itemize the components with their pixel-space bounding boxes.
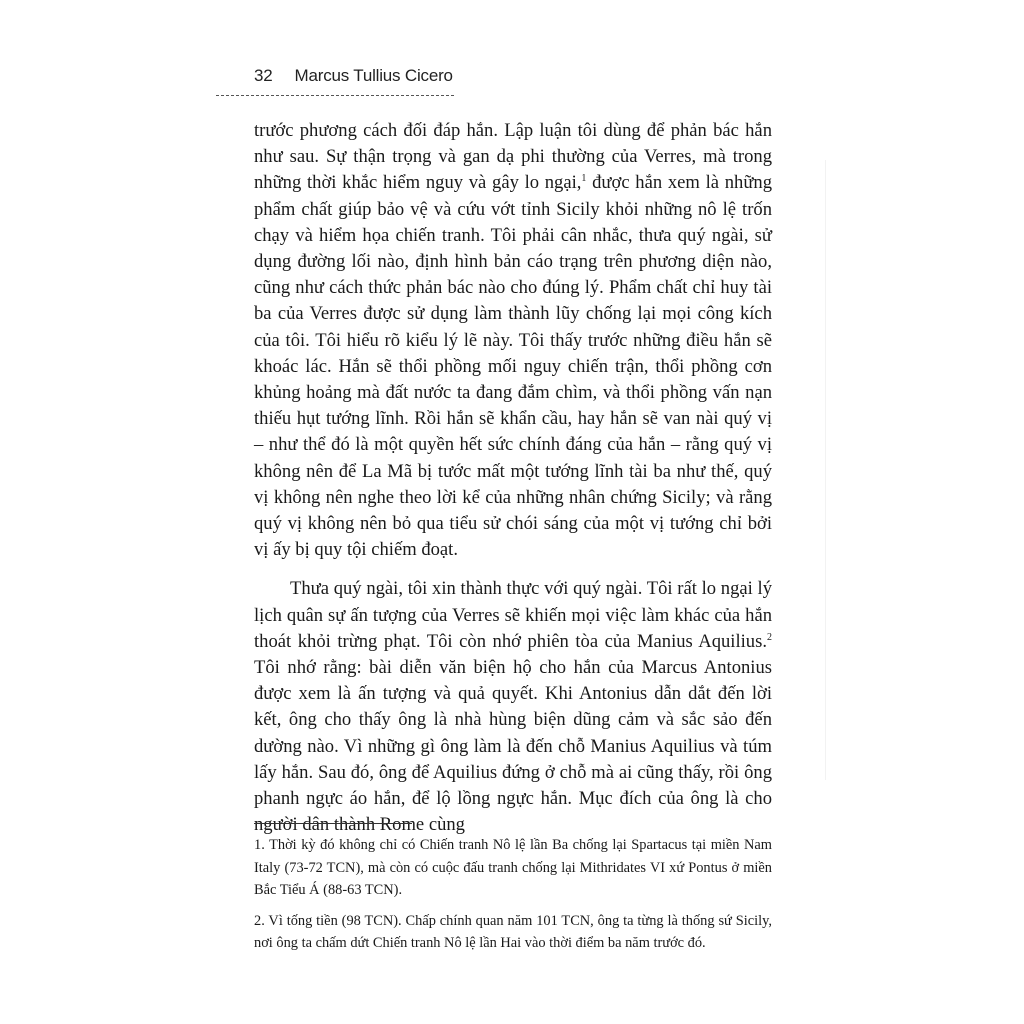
- page-number: 32: [254, 66, 273, 85]
- paragraph-text: Thưa quý ngài, tôi xin thành thực với quý ngài. Tôi rất lo ngại lý lịch quân sự ấn tượng của Verres sẽ khiến mọi việc làm khác của hắn thoát khỏi trừng phạt. Tôi còn nhớ phiên tòa của Manius Aquilius.: [254, 578, 772, 652]
- running-header: [254, 66, 453, 86]
- footnotes: [254, 834, 772, 955]
- paragraph: [254, 576, 772, 838]
- page-edge-shadow: [825, 160, 826, 780]
- footnote-divider: [254, 823, 412, 824]
- paragraph-text: được hắn xem là những phẩm chất giúp bảo vệ và cứu vớt tỉnh Sicily khỏi những nô lệ trốn chạy và hiểm họa chiến tranh. Tôi phải cân nhắc, thưa quý ngài, sử dụng đường lối nào, định hình bản cáo trạng trên phương diện nào, cũng như cách thức phản bác nào cho đúng lý. Phẩm chất chỉ huy tài ba của Verres được sử dụng làm thành lũy chống lại mọi công kích của tôi. Tôi hiểu rõ kiểu lý lẽ này. Tôi thấy trước những điều hắn sẽ khoác lác. Hắn sẽ thổi phồng mối nguy chiến trận, thổi phồng cơn khủng hoảng mà đất nước ta đang đắm chìm, và thổi phồng vấn nạn thiếu hụt tướng lĩnh. Rồi hắn sẽ khẩn cầu, hay hắn sẽ van nài quý vị – như thể đó là một quyền hết sức chính đáng của hắn – rằng quý vị không nên để La Mã bị tước mất một tướng lĩnh tài ba như thế, quý vị không nên nghe theo lời kể của những nhân chứng Sicily; và rằng quý vị không nên bỏ qua tiểu sử chói sáng của một vị tướng chỉ bởi vị ấy bị quy tội chiếm đoạt.: [254, 172, 772, 561]
- paragraph-text: trước phương cách đối đáp hắn. Lập luận tôi dùng để phản bác hắn như sau. Sự thận trọng và gan dạ phi thường của Verres, mà trong những thời khắc hiểm nguy và gây lo ngại,: [254, 120, 772, 194]
- paragraph-text: Tôi nhớ rằng: bài diễn văn biện hộ cho hắn của Marcus Antonius được xem là ấn tượng và quả quyết. Khi Antonius dẫn dắt đến lời kết, ông cho thấy ông là nhà hùng biện dũng cảm và sắc sảo đến dường nào. Vì những gì ông làm là đến chỗ Manius Aquilius và túm lấy hắn. Sau đó, ông để Aquilius đứng ở chỗ mà ai cũng thấy, rồi ông phanh ngực áo hắn, để lộ lồng ngực hắn. Mục đích của ông là cho người dân thành Rome cùng: [254, 657, 772, 836]
- paragraph: [254, 118, 772, 563]
- running-title: Marcus Tullius Cicero: [294, 66, 453, 85]
- footnote-ref: 2: [767, 631, 772, 643]
- footnote-ref: 1: [581, 173, 587, 185]
- body-text: [254, 118, 772, 838]
- footnote: 2. Vì tống tiền (98 TCN). Chấp chính quan năm 101 TCN, ông ta từng là thống sứ Sicily, nơi ông ta chấm dứt Chiến tranh Nô lệ lần Hai vào thời điểm ba năm trước đó.: [254, 912, 772, 952]
- header-divider: [216, 95, 454, 96]
- footnote: 1. Thời kỳ đó không chỉ có Chiến tranh Nô lệ lần Ba chống lại Spartacus tại miền Nam Italy (73-72 TCN), mà còn có cuộc đấu tranh chống lại Mithridates VI xứ Pontus ở miền Bắc Tiểu Á (88-63 TCN).: [254, 837, 772, 899]
